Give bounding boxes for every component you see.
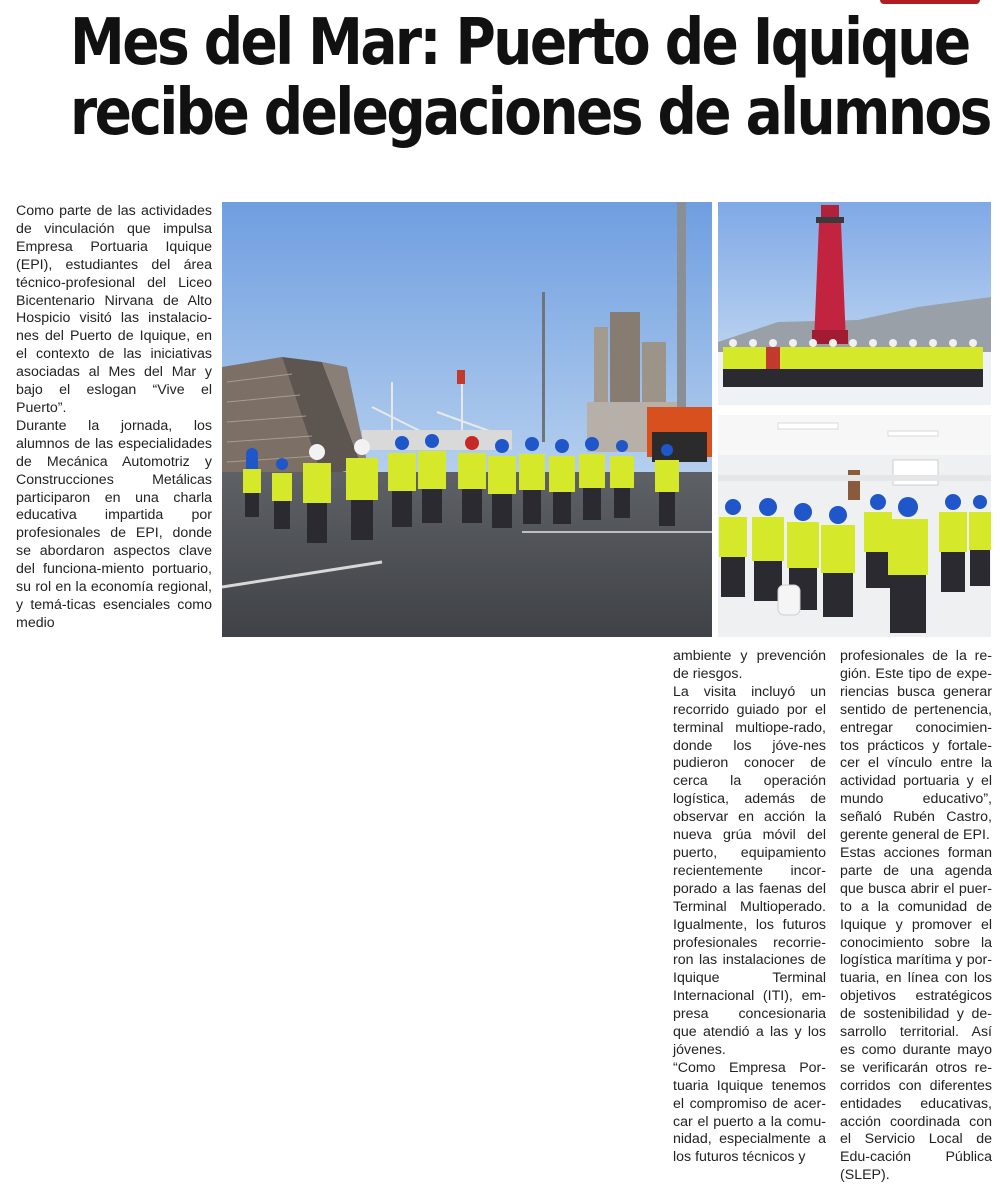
photo-classroom-talk	[718, 415, 991, 637]
paragraph: ambiente y prevención de riesgos.	[673, 648, 826, 682]
paragraph: Durante la jornada, los alumnos de las especialidades de Mecánica Automotriz y Construcciones Metálicas participaron en una charla educativa impartida por profesionales de EPI, donde se abordaron aspectos clave del funciona-miento portuario, su rol en la economía regional, y temá-ticas esenciales como medio	[16, 417, 212, 631]
paragraph: La visita incluyó un recorrido guiado por el terminal multiope-rado, donde los jóve-nes pudieron conocer de cerca la operación logística, además de observar en acción la nueva grúa móvil del puerto, equipamiento recientemente incor-porado a las faenas del Terminal Multioperado. Igualmente, los futuros profesionales recorrie-ron las instalaciones de Iquique Terminal Internacional (ITI), em-presa concesionaria que atendió a las y los jóvenes.	[673, 683, 826, 1058]
paragraph: profesionales de la re-gión. Este tipo de expe-riencias busca generar sentido de pertenencia, entregar conocimien-tos prácticos y fortale-cer el vínculo entre la actividad portuaria y el mundo educativo”, señaló Rubén Castro, gerente general de EPI.	[840, 648, 992, 844]
section-accent-tab	[880, 0, 980, 4]
article-column-1	[16, 203, 212, 633]
photo-port-terminal	[222, 202, 712, 637]
headline-line-2: recibe delegaciones de alumnos	[70, 76, 990, 150]
photo-lighthouse-group	[718, 202, 991, 405]
headline	[70, 6, 990, 150]
article-column-3	[840, 648, 992, 1185]
headline-line-1: Mes del Mar: Puerto de Iquique	[70, 6, 969, 80]
paragraph: “Como Empresa Por-tuaria Iquique tenemos el compromiso de acer-car el puerto a la comu-nidad, especialmente a los futuros técnicos y	[673, 1059, 826, 1166]
paragraph: Como parte de las actividades de vinculación que impulsa Empresa Portuaria Iquique (EPI), estudiantes del área técnico-profesional del Liceo Bicentenario Nirvana de Alto Hospicio visitó las instalacio-nes del Puerto de Iquique, en el contexto de las iniciativas asociadas al Mes del Mar y bajo el eslogan “Vive el Puerto”.	[16, 203, 212, 416]
article-column-2	[673, 648, 826, 1167]
paragraph: Estas acciones forman parte de una agenda que busca abrir el puer-to a la comunidad de Iquique y promover el conocimiento sobre la logística marítima y por-tuaria, en línea con los objetivos estratégicos de sostenibilidad y de-sarrollo territorial. Así es como durante mayo se verificarán otros re-corridos con diferentes entidades educativas, acción coordinada con el Servicio Local de Edu-cación Pública (SLEP).	[840, 844, 992, 1184]
